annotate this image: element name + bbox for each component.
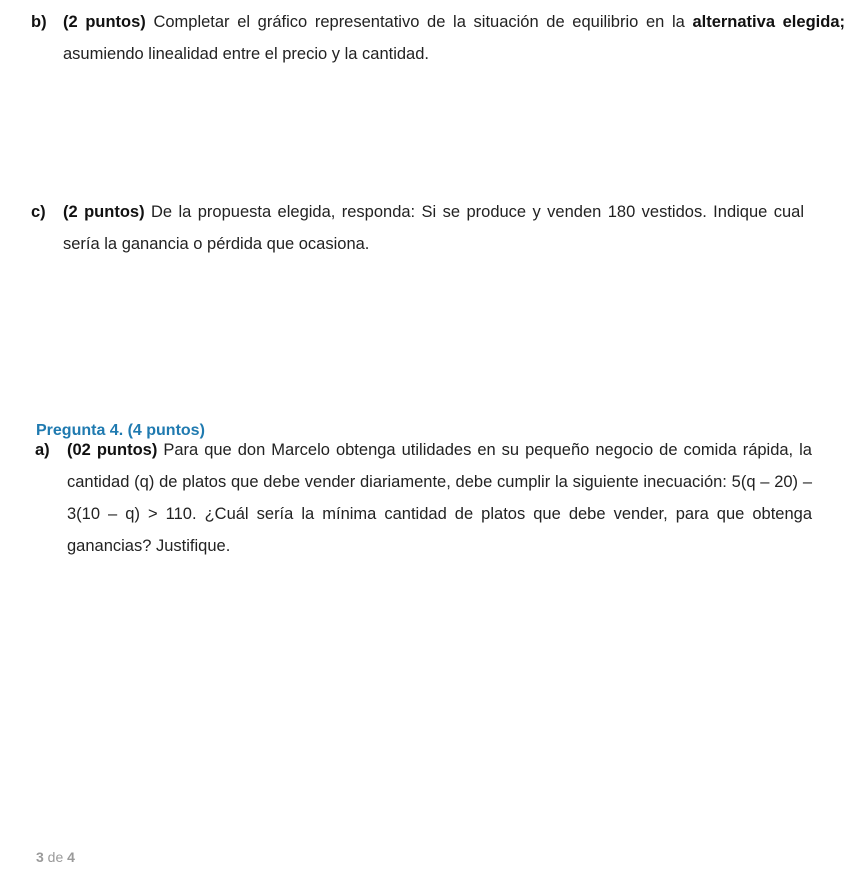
total-pages-number: 4 [67,849,75,865]
item-c [31,196,811,266]
item-c-body-text: De la propuesta elegida, responda: Si se produce y venden 180 vestidos. Indique cual sería la ganancia o pérdida que ocasiona. [63,203,804,253]
item-a-points: (02 puntos) [67,441,158,459]
item-a-text [67,434,812,562]
item-b-emphasis: alternativa elegida; [692,13,845,31]
item-b-text-2: asumiendo linealidad entre el precio y la cantidad. [63,45,429,63]
item-b-text [63,6,845,70]
item-a-body-text: Para que don Marcelo obtenga utilidades en su pequeño negocio de comida rápida, la cantidad (q) de platos que debe vender diariamente, debe cumplir la siguiente inecuación: 5(q – 20) – 3(10 – q) > 110. ¿Cuál sería la mínima cantidad de platos que debe vender, para que obtenga ganancias? Justifique. [67,441,812,555]
item-c-points: (2 puntos) [63,203,145,221]
current-page-number: 3 [36,849,44,865]
item-b-text-1: Completar el gráfico representativo de la situación de equilibrio en la [145,13,693,31]
page-separator: de [43,849,68,865]
question-4-item-a [35,434,815,566]
item-b-marker: b) [31,13,47,31]
item-c-marker: c) [31,203,46,221]
page-number [36,848,75,866]
item-b [31,6,851,76]
item-a-marker: a) [35,441,50,459]
item-c-text [63,196,804,260]
item-b-points: (2 puntos) [63,13,146,31]
question-4-title: Pregunta 4. (4 puntos) [36,422,205,439]
